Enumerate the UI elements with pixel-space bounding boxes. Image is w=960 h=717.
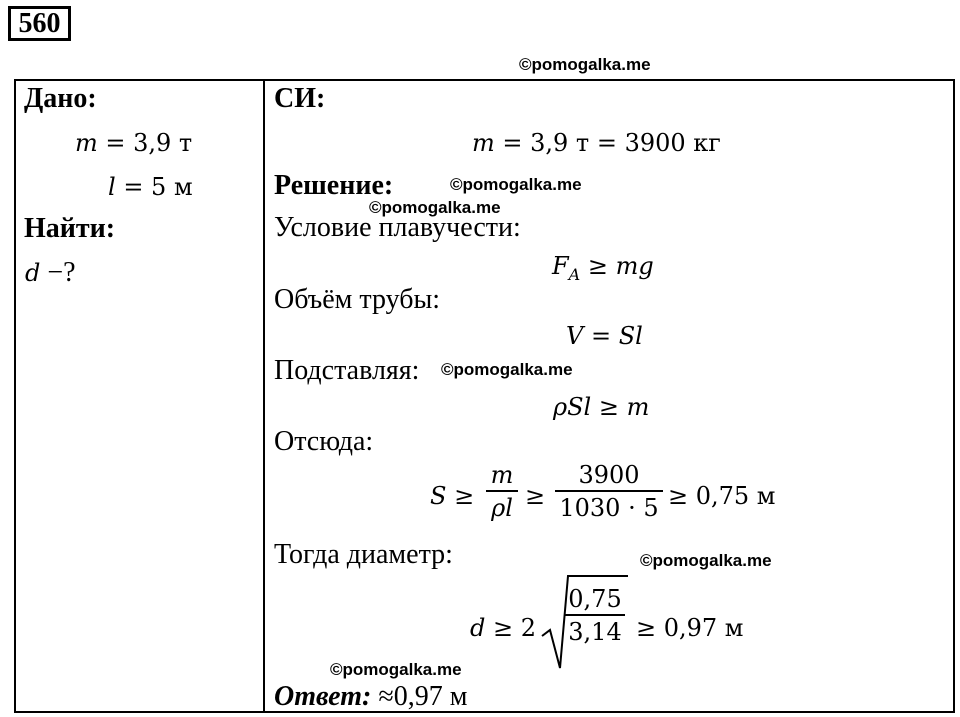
watermark: ©pomogalka.me [450,175,582,194]
hence-label: Отсюда: [274,426,374,457]
volume-formula: V = Sl [566,322,643,350]
find-unknown: d −? [25,257,76,288]
area-result: ≥ 0,75 м [668,482,776,510]
answer: Ответ: ≈0,97 м [274,681,468,712]
solution-heading: Решение: [274,170,394,201]
buoyancy-formula: $F_A$ ≥ mg [552,252,654,284]
volume-label: Объём трубы: [274,284,441,315]
fraction-numeric: 3900 1030 · 5 [555,460,663,524]
problem-number: 560 [8,6,71,41]
diameter-result: ≥ 0,97 м [636,614,744,642]
watermark: ©pomogalka.me [330,660,462,679]
find-heading: Найти: [24,213,116,244]
watermark: ©pomogalka.me [519,55,651,74]
given-length: l = 5 м [108,173,193,201]
substitute-formula: ρSl ≥ m [553,393,650,421]
watermark: ©pomogalka.me [640,551,772,570]
given-heading: Дано: [24,83,97,114]
diameter-lhs: d ≥ 2 [470,614,537,642]
area-ge: ≥ [525,482,546,510]
watermark: ©pomogalka.me [441,360,573,379]
si-heading: СИ: [274,83,326,114]
si-mass: m = 3,9 т = 3900 кг [472,129,721,157]
fraction-m-over-rho-l: m ρl [486,460,518,524]
watermark: ©pomogalka.me [369,198,501,217]
fraction-sqrt: 0,75 3,14 [565,584,625,648]
area-lhs: S ≥ [430,482,475,510]
buoyancy-label: Условие плавучести: [274,212,521,243]
diameter-label: Тогда диаметр: [274,539,453,570]
column-divider [263,79,265,713]
substitute-label: Подставляя: [274,355,420,386]
given-mass: m = 3,9 т [75,129,193,157]
